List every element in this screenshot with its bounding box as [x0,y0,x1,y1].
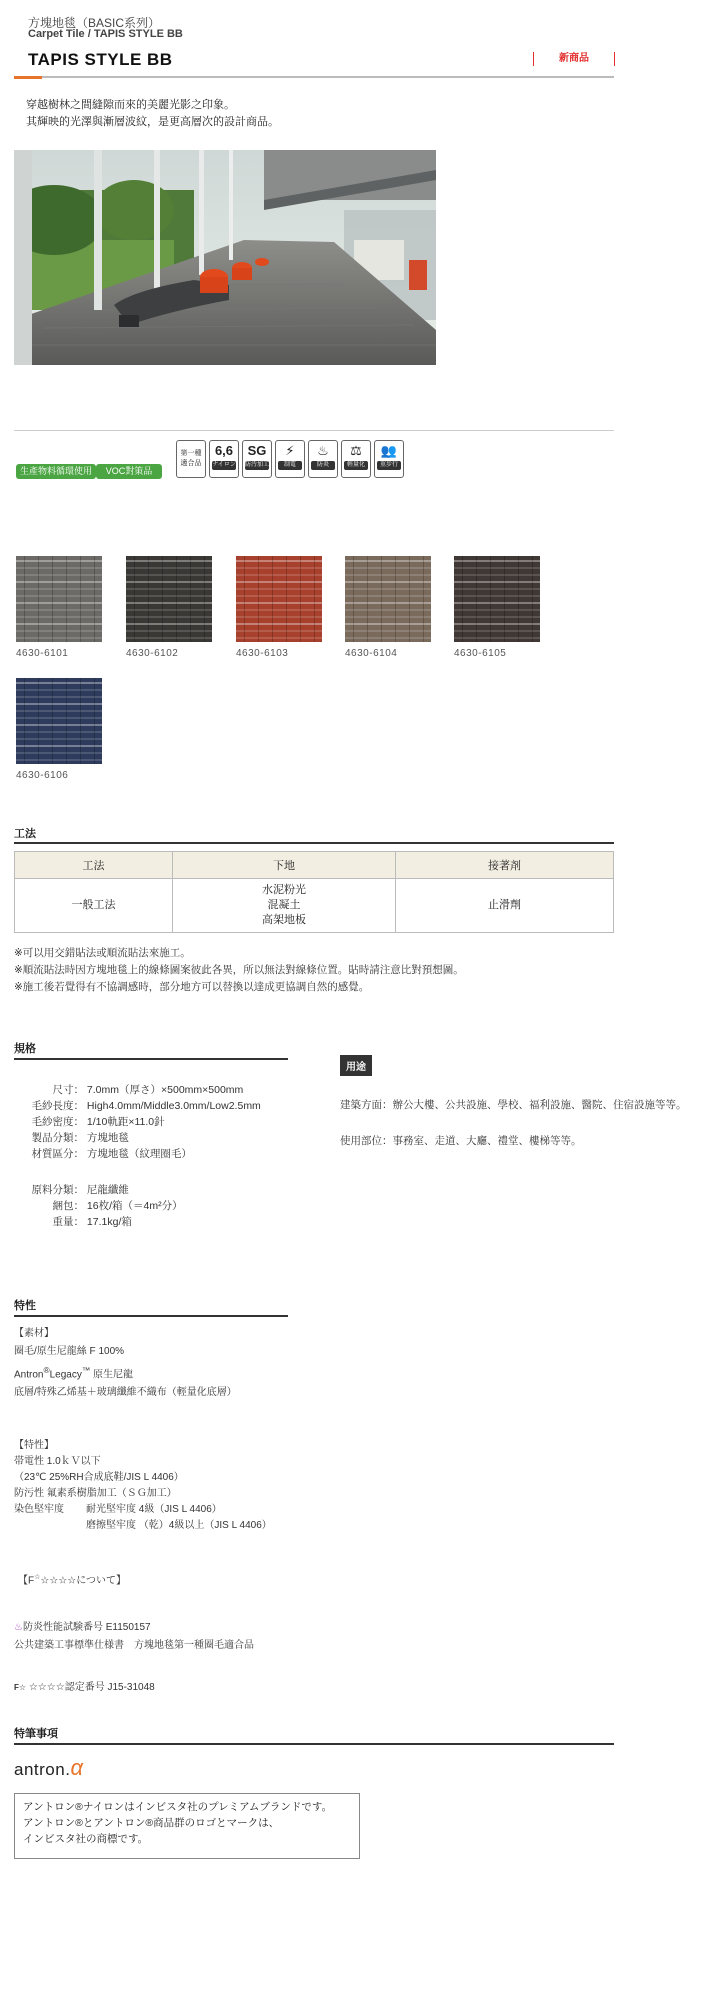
swatch-texture [236,556,322,642]
spec-value: 17.1kg/箱 [84,1216,132,1228]
spec-row [14,1146,261,1162]
fire-text: 防炎性能試験番号 E1150157 [22,1622,151,1633]
swatch-code: 4630-6101 [16,648,69,659]
swatch-4630-6103[interactable] [236,556,322,642]
base-item: 水泥粉光 [262,884,306,896]
trait-line: 防污性 氟素系樹脂加工（ＳＧ加工） [14,1488,177,1499]
swatch-4630-6102[interactable] [126,556,212,642]
material-block [14,1325,237,1402]
antron-logo-text: antron. [14,1760,71,1779]
spec-key: 重量： [52,1216,84,1228]
spec-key: 毛紗密度： [31,1116,84,1128]
material-line: Antron®Legacy™ 原生尼龍 [14,1365,133,1381]
public-spec: 公共建築工事標準仕様書 方塊地毯第一種圈毛適合品 [14,1640,254,1651]
spec-value: 方塊地毯（紋理圈毛） [84,1148,192,1160]
nylon-text: 原生尼龍 [90,1369,133,1381]
fstar-rest: ☆☆☆☆について】 [40,1575,127,1587]
trademark-notice [14,1793,360,1859]
nylon-66-icon [209,440,239,478]
intro-line: 穿越樹林之間縫隙而來的美麗光影之印象。 [26,99,235,111]
heavy-traffic-icon [374,440,404,478]
category-label: 方塊地毯（BASIC系列） [28,16,161,30]
header-divider [14,76,614,78]
table-header: 工法 [15,852,173,879]
eco-badge-recycle: 生產物料循環使用 [16,464,96,479]
cert-label: 第一種 [180,450,202,457]
swatch-texture [16,556,102,642]
swatch-4630-6101[interactable] [16,556,102,642]
office-scene-image [14,150,436,365]
notice-line: アントロン®とアントロン®商品群のロゴとマークは、 [23,1817,280,1829]
flame-retardant-icon [308,440,338,478]
page-title: TAPIS STYLE BB [28,50,173,69]
swatch-texture [126,556,212,642]
cert-label: 防汚加工 [245,462,270,468]
swatch-texture [454,556,540,642]
traits-block [14,1438,272,1534]
spec-value: 1/10軌距×11.0針 [84,1116,165,1128]
trait-value: 耐光堅牢度 4級（JIS L 4406） [86,1504,222,1515]
method-table [14,851,614,933]
section-line [14,1058,288,1060]
lightweight-icon [341,440,371,478]
spec-key: 原料分類： [31,1184,84,1196]
fstar-prefix: 【F [18,1575,35,1587]
trait-line [14,1502,272,1518]
section-line [14,842,614,844]
swatch-code: 4630-6105 [454,648,507,659]
note-line: ※施工後若覺得有不協調感時，部分地方可以替換以達成更協調自然的感覺。 [14,981,370,993]
swatch-4630-6105[interactable] [454,556,540,642]
material-head: 【素材】 [14,1328,54,1339]
antron-logo [14,1755,83,1781]
table-cell: 一般工法 [15,879,173,933]
spec-key: 製品分類： [31,1132,84,1144]
flame-icon: ♨ [14,1622,23,1633]
sg-antistain-icon [242,440,272,478]
first-class-icon [176,440,206,478]
lightning-icon: ⚡ [285,443,295,458]
usage-location: 使用部位：事務室、走道、大廳、禮堂、樓梯等等。 [340,1135,582,1147]
eco-badge-voc: VOC對策品 [96,464,162,479]
trait-head: 【特性】 [14,1440,54,1451]
cert-label: 重步行 [377,461,401,470]
spec-list [14,1082,261,1162]
spec-row [14,1198,183,1214]
antron-mark-icon: α [70,1755,84,1780]
trait-line: （23℃ 25%RH合成底鞋/JIS L 4406） [14,1472,184,1483]
table-cell: 止滑劑 [396,879,614,933]
cert-label: ナイロン [212,462,236,468]
header-accent [14,76,42,79]
fire-test [14,1620,151,1636]
spec-value: 方塊地毯 [84,1132,129,1144]
material-line: 圈毛/原生尼龍絲 F 100% [14,1346,125,1357]
spec-row [14,1082,261,1098]
spec-row [14,1098,261,1114]
section-title-method: 工法 [14,828,36,840]
scale-icon: ⚖ [350,443,362,458]
people-icon: 👥 [380,443,398,458]
antistatic-icon [275,440,305,478]
spec-row [14,1130,261,1146]
subtitle: Carpet Tile / TAPIS STYLE BB [28,28,183,40]
divider [14,430,614,431]
spec-key: 尺寸： [52,1084,84,1096]
base-item: 混凝土 [267,899,301,911]
base-item: 高架地板 [262,914,306,926]
swatch-texture [345,556,431,642]
cert-value: 6,6 [214,443,234,458]
trait-line: 帯電性 1.0ｋＶ以下 [14,1456,101,1467]
cert-label: 制電 [278,461,302,470]
swatch-texture [16,678,102,764]
spec-row [14,1114,261,1130]
swatch-code: 4630-6106 [16,770,69,781]
cert-label: 防炎 [311,461,335,470]
fstar-mark-icon: F☆ [14,1683,27,1692]
section-line [14,1315,288,1317]
note-line: ※可以用交錯貼法或順流貼法來施工。 [14,947,191,959]
product-photo [14,150,436,365]
cert-label: 適合品 [180,460,202,467]
table-header: 接著剤 [396,852,614,879]
intro-line: 其輝映的光澤與漸層波紋，是更高層次的設計商品。 [26,116,279,128]
spec-key: 綑包： [52,1200,84,1212]
antron-text: Antron [14,1369,44,1381]
section-line [14,1743,614,1745]
spec-value: High4.0mm/Middle3.0mm/Low2.5mm [84,1100,261,1112]
swatch-code: 4630-6104 [345,648,398,659]
spec-key: 毛紗長度： [31,1100,84,1112]
spec-row [14,1214,183,1230]
cert-value: SG [247,443,267,458]
notice-line: アントロン®ナイロンはインビスタ社のプレミアムブランドです。 [23,1801,333,1813]
trait-key: 染色堅牢度 [14,1504,64,1515]
table-header-row [15,852,614,879]
table-row [15,879,614,933]
spec-value: 7.0mm（厚さ）×500mm×500mm [84,1084,244,1096]
cert-label: 輕量化 [344,461,368,470]
swatch-code: 4630-6103 [236,648,289,659]
section-title-special: 特筆事項 [14,1728,58,1740]
trait-value: 磨擦堅牢度 （乾）4級以上（JIS L 4406） [86,1520,272,1531]
table-cell [173,879,396,933]
notice-line: インビスタ社の商標です。 [23,1833,149,1845]
material-line: 底層/特殊乙烯基＋玻璃纖維不織布（輕量化底層） [14,1387,237,1399]
new-product-badge: 新商品 [533,52,615,66]
legacy-text: Legacy [49,1369,82,1381]
note-line: ※順流貼法時因方塊地毯上的線條圖案彼此各異，所以無法對線條位置。貼時請注意比對預想圖。 [14,964,464,976]
method-notes [14,945,464,996]
fstar-cert [14,1680,155,1696]
swatch-4630-6104[interactable] [345,556,431,642]
spec-value: 16枚/箱（＝4m²分） [84,1200,183,1212]
swatch-code: 4630-6102 [126,648,179,659]
usage-building: 建築方面：辦公大樓、公共設施、學校、福利設施、醫院、住宿設施等等。 [340,1099,687,1111]
section-title-features: 特性 [14,1300,36,1312]
swatch-4630-6106[interactable] [16,678,102,764]
section-title-spec: 規格 [14,1043,36,1055]
table-header: 下地 [173,852,396,879]
fstar-cert-text: ☆☆☆☆認定番号 J15-31048 [28,1682,155,1693]
spec-list-2 [14,1182,183,1230]
flame-icon: ♨ [317,443,329,458]
usage-label: 用途 [340,1055,372,1076]
fstar-link[interactable]: 【F☆☆☆☆☆について】 [18,1574,127,1587]
spec-value: 尼龍纖維 [84,1184,129,1196]
trait-line [14,1518,272,1534]
intro-text [26,97,279,131]
spec-key: 材質區分： [31,1148,84,1160]
spec-row [14,1182,183,1198]
